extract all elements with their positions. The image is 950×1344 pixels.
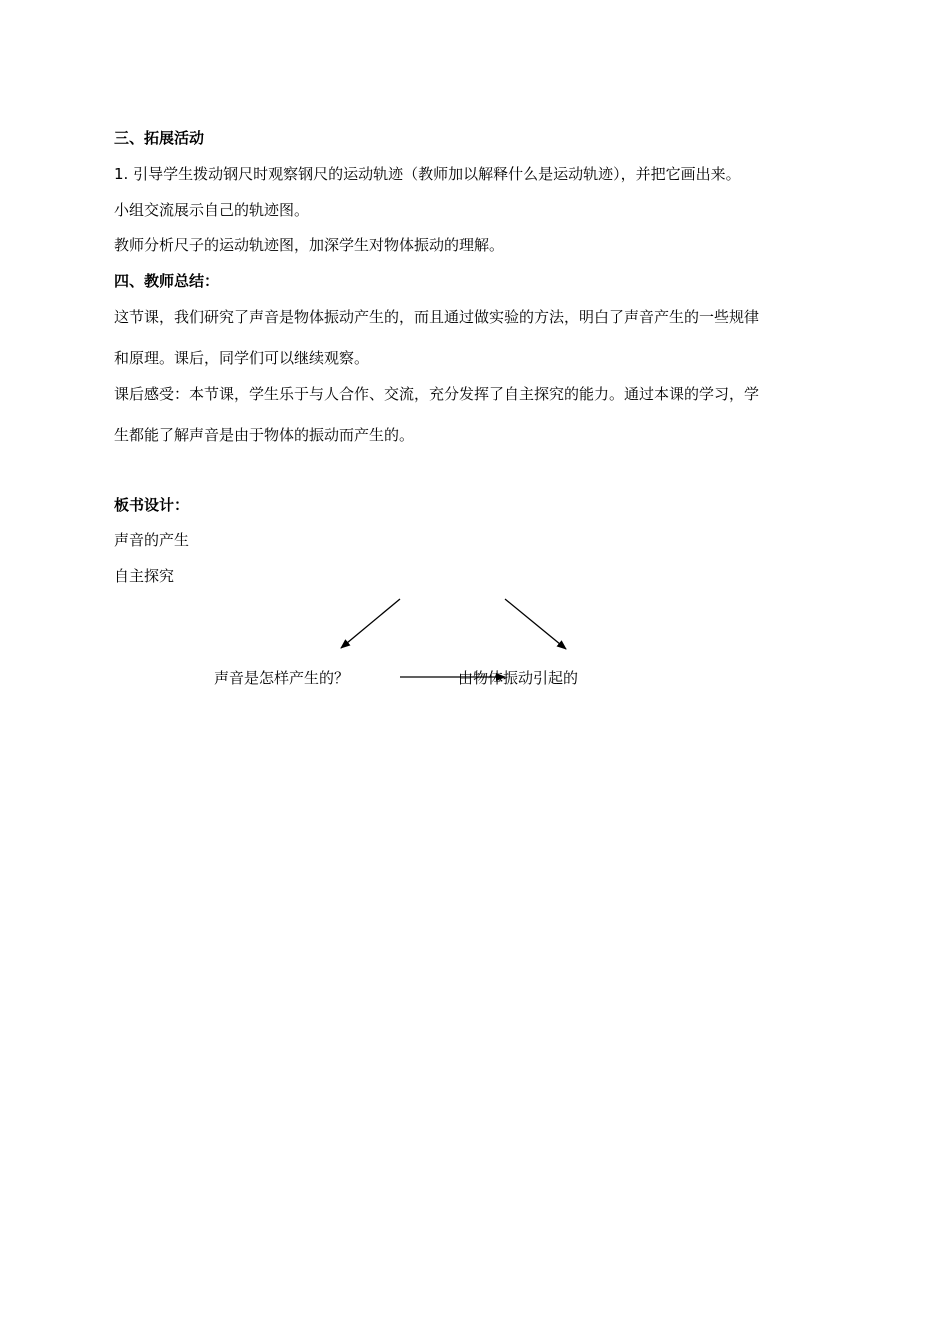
arrow-left-diagonal: [341, 599, 400, 648]
paragraph-activity-3: 教师分析尺子的运动轨迹图，加深学生对物体振动的理解。: [114, 236, 505, 254]
diagram-answer: 由物体振动引起的: [458, 669, 579, 687]
board-title: 声音的产生: [114, 531, 190, 549]
board-method: 自主探究: [114, 567, 175, 585]
arrow-right-diagonal: [505, 599, 566, 649]
paragraph-activity-2: 小组交流展示自己的轨迹图。: [114, 201, 310, 219]
section-heading-extension: 三、拓展活动: [114, 129, 205, 147]
summary-line-2: 和原理。课后，同学们可以继续观察。: [114, 349, 370, 367]
paragraph-activity-1: 1. 引导学生拨动钢尺时观察钢尺的运动轨迹（教师加以解释什么是运动轨迹），并把它画出来。: [114, 165, 741, 183]
board-design-heading: 板书设计：: [114, 496, 190, 514]
reflection-line-2: 生都能了解声音是由于物体的振动而产生的。: [114, 426, 415, 444]
diagram-question: 声音是怎样产生的？: [214, 669, 350, 687]
summary-line-1: 这节课，我们研究了声音是物体振动产生的，而且通过做实验的方法，明白了声音产生的一些规律: [114, 308, 760, 326]
section-heading-summary: 四、教师总结：: [114, 272, 220, 290]
reflection-line-1: 课后感受：本节课，学生乐于与人合作、交流，充分发挥了自主探究的能力。通过本课的学习，学: [114, 385, 760, 403]
